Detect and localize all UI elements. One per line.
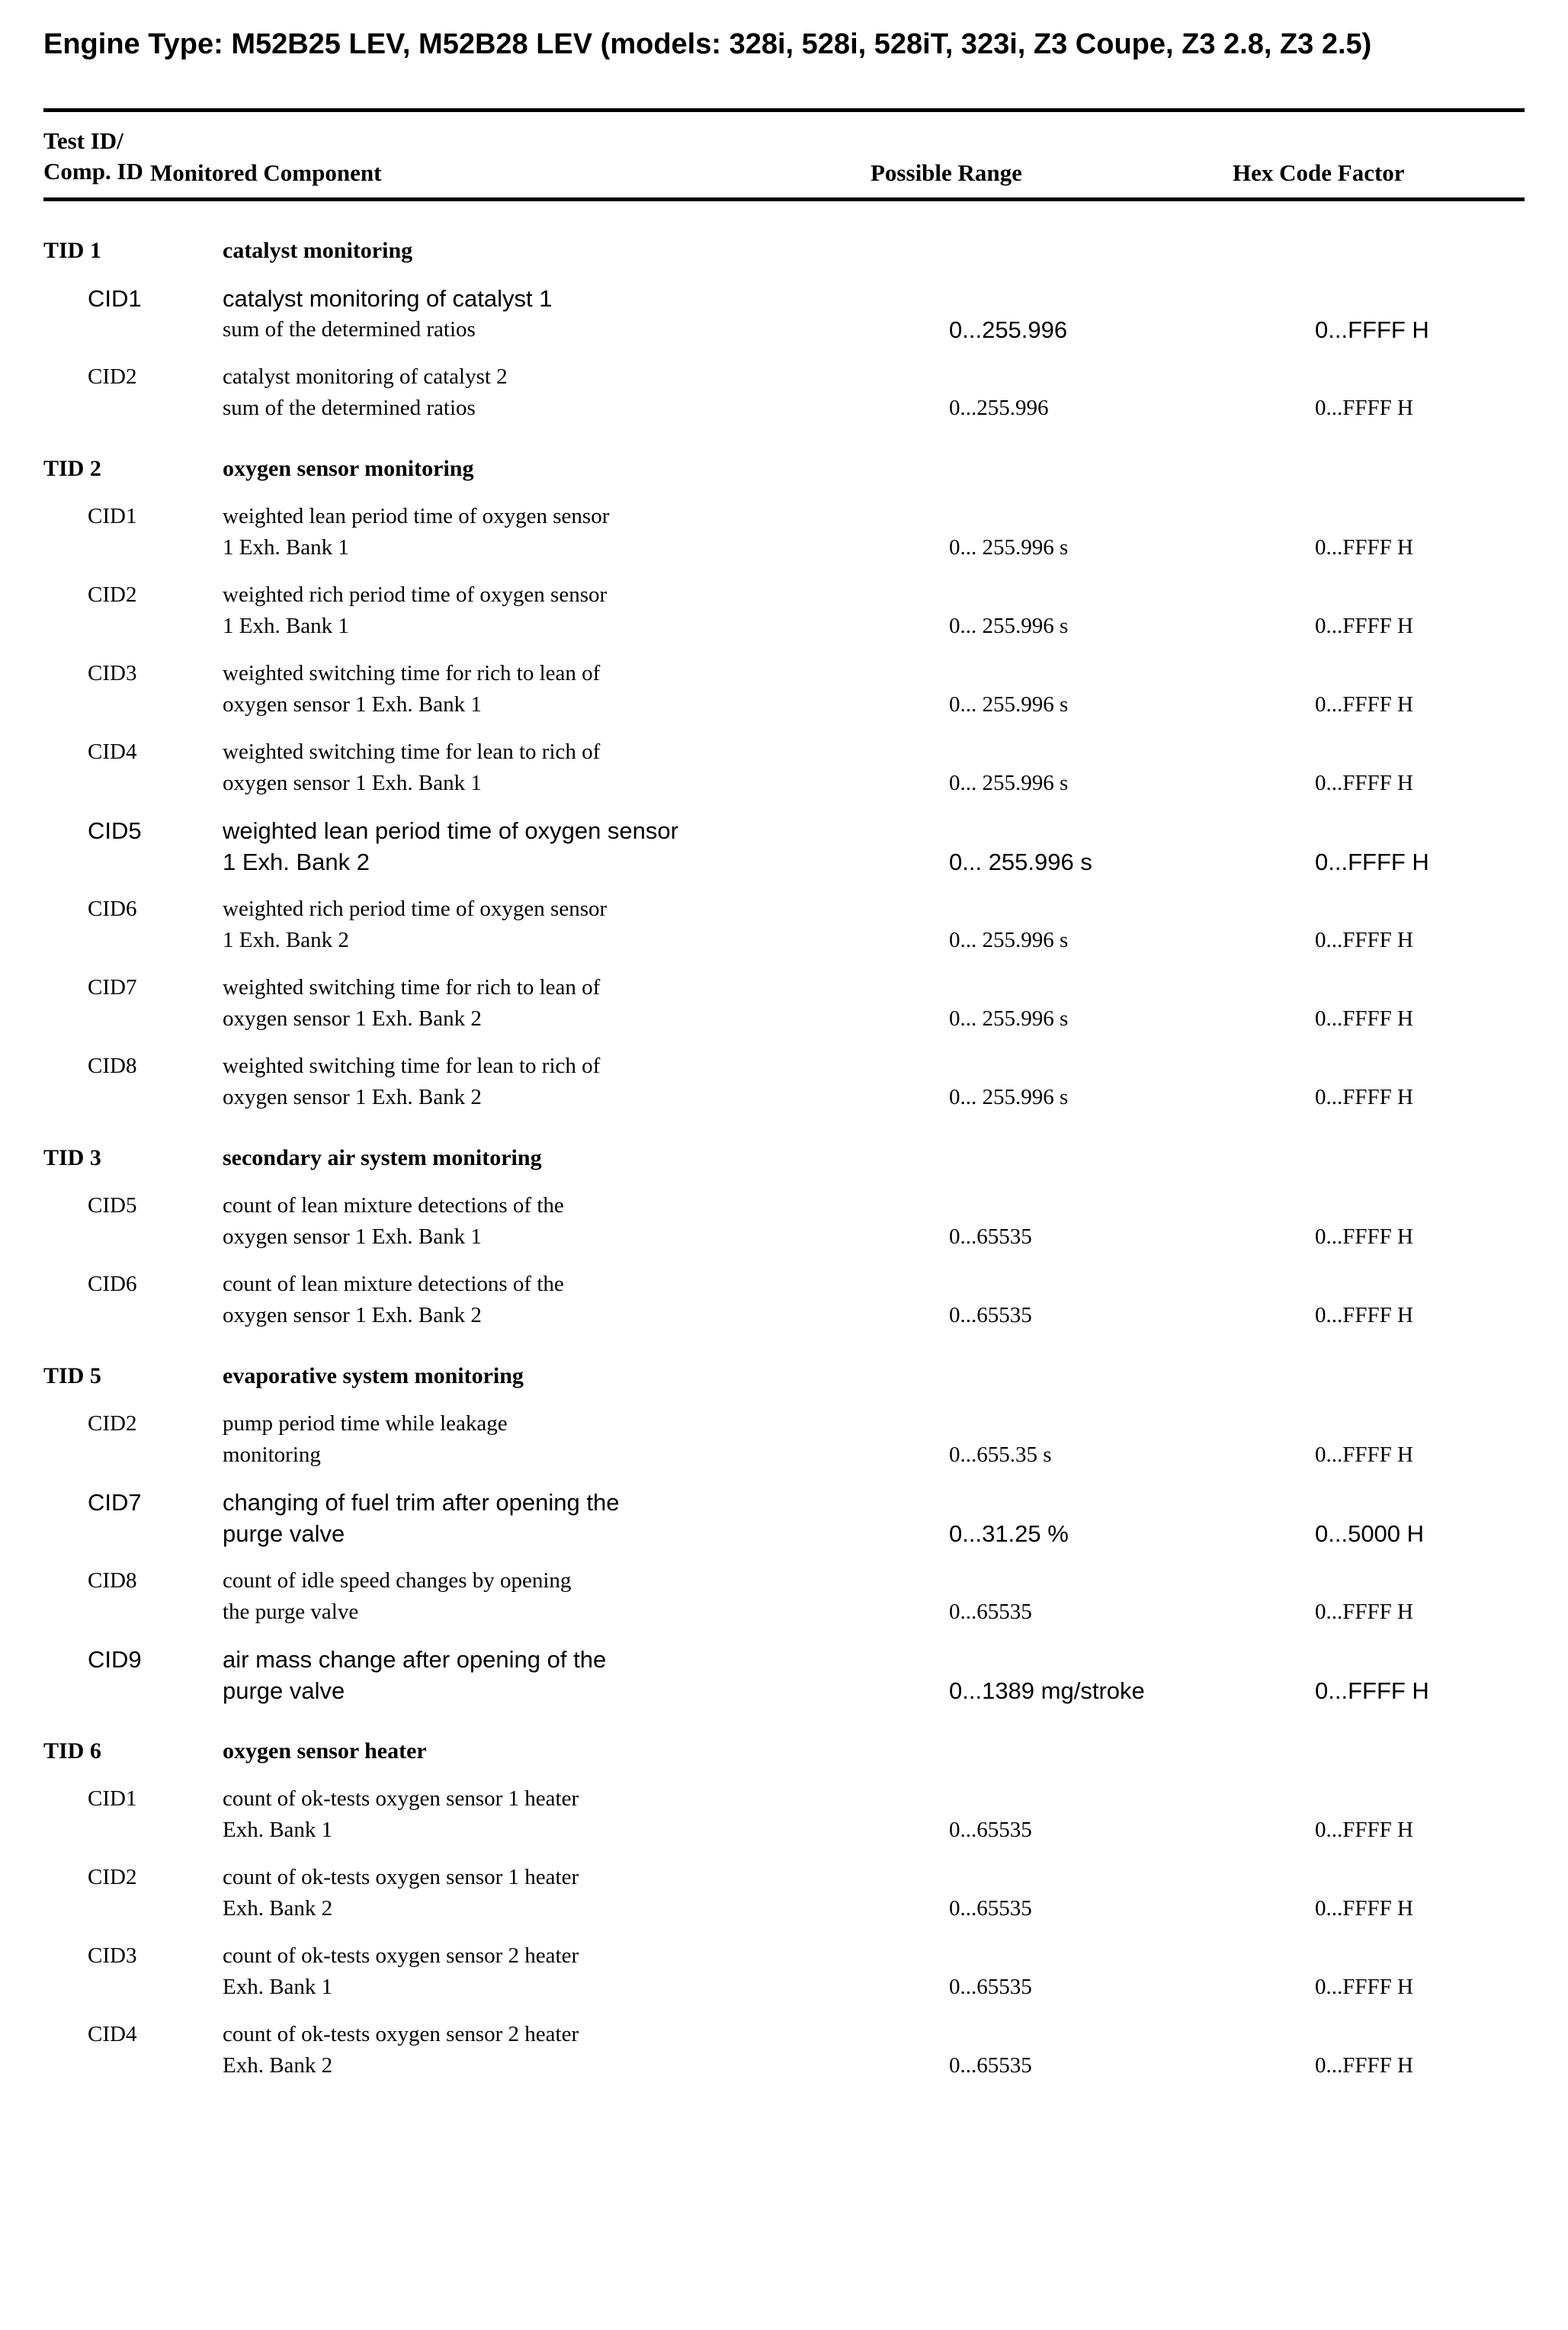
range-value: 0... 255.996 s: [949, 614, 1069, 638]
hex-value: 0...FFFF H: [1315, 1303, 1413, 1327]
component-line: Exh. Bank 1: [223, 1975, 333, 1999]
component-line: weighted switching time for lean to rich of: [223, 740, 601, 764]
cid-label: CID6: [88, 1272, 137, 1296]
component-line: 1 Exh. Bank 2: [223, 849, 370, 875]
range-value: 0... 255.996 s: [949, 771, 1069, 795]
component-line: 1 Exh. Bank 2: [223, 928, 349, 952]
cid-label: CID2: [88, 1865, 137, 1889]
range-value: 0...65535: [949, 1600, 1032, 1624]
component-line: oxygen sensor 1 Exh. Bank 1: [223, 1224, 482, 1249]
hex-value: 0...FFFF H: [1315, 1818, 1413, 1842]
component-line: sum of the determined ratios: [223, 396, 476, 420]
component-line: pump period time while leakage: [223, 1411, 508, 1436]
cid-label: CID4: [88, 740, 137, 764]
component-line: catalyst monitoring of catalyst 1: [223, 285, 553, 312]
header-monitored-component: Monitored Component: [150, 159, 382, 186]
header-comp-id-line2: Comp. ID: [43, 158, 143, 185]
range-value: 0... 255.996 s: [949, 1085, 1069, 1109]
component-line: 1 Exh. Bank 1: [223, 535, 349, 560]
hex-value: 0...FFFF H: [1315, 849, 1429, 875]
component-line: oxygen sensor 1 Exh. Bank 2: [223, 1303, 482, 1327]
cid-label: CID8: [88, 1054, 137, 1078]
section-header: [43, 1360, 1525, 1391]
tid-label: TID 1: [43, 238, 101, 263]
hex-value: 0...FFFF H: [1315, 692, 1413, 717]
component-text: [223, 1269, 949, 1331]
table-row: [43, 972, 1525, 1035]
range-value: 0... 255.996 s: [949, 535, 1069, 560]
range-value: 0...655.35 s: [949, 1443, 1052, 1467]
hex-value: 0...FFFF H: [1315, 1600, 1413, 1624]
component-line: count of lean mixture detections of the: [223, 1272, 564, 1296]
table-header: [43, 112, 1525, 197]
table-row: [43, 579, 1525, 642]
hex-value: 0...FFFF H: [1315, 1677, 1429, 1704]
header-test-id-line1: Test ID/: [43, 127, 123, 154]
cid-label: CID3: [88, 661, 137, 685]
range-value: 0... 255.996 s: [949, 849, 1092, 875]
cid-label: CID5: [88, 817, 142, 844]
cid-label: CID3: [88, 1943, 137, 1968]
table-row: [43, 361, 1525, 424]
component-text: [223, 501, 949, 563]
component-line: weighted rich period time of oxygen sensor: [223, 582, 608, 607]
section-header: [43, 453, 1525, 484]
hex-value: 0...5000 H: [1315, 1520, 1425, 1547]
table-row: [43, 1644, 1525, 1706]
hex-value: 0...FFFF H: [1315, 396, 1413, 420]
component-text: [223, 283, 949, 345]
range-value: 0...31.25 %: [949, 1520, 1069, 1547]
table-row: [43, 501, 1525, 563]
cid-label: CID1: [88, 504, 137, 528]
tid-label: TID 2: [43, 456, 101, 481]
component-line: sum of the determined ratios: [223, 317, 476, 342]
hex-value: 0...FFFF H: [1315, 1224, 1413, 1249]
tid-label: TID 6: [43, 1738, 101, 1764]
component-text: [223, 579, 949, 642]
component-text: [223, 737, 949, 799]
header-test-id: [43, 126, 143, 187]
section-title: evaporative system monitoring: [223, 1363, 524, 1388]
component-line: weighted switching time for rich to lean of: [223, 975, 601, 1000]
component-text: [223, 1565, 949, 1628]
component-line: count of lean mixture detections of the: [223, 1193, 564, 1218]
cid-label: CID1: [88, 1786, 137, 1811]
component-line: weighted lean period time of oxygen sensor: [223, 817, 678, 844]
table-row: [43, 1269, 1525, 1331]
component-line: weighted rich period time of oxygen sensor: [223, 897, 608, 921]
table-row: [43, 1862, 1525, 1924]
component-line: Exh. Bank 2: [223, 2053, 333, 2078]
section-header: [43, 235, 1525, 266]
component-text: [223, 1051, 949, 1113]
range-value: 0...1389 mg/stroke: [949, 1677, 1145, 1704]
component-text: [223, 1487, 949, 1549]
range-value: 0...65535: [949, 1818, 1032, 1842]
section-title: catalyst monitoring: [223, 238, 413, 263]
hex-value: 0...FFFF H: [1315, 1975, 1413, 1999]
range-value: 0...255.996: [949, 396, 1049, 420]
table-row: [43, 815, 1525, 878]
range-value: 0...255.996: [949, 316, 1068, 343]
component-line: oxygen sensor 1 Exh. Bank 1: [223, 771, 482, 795]
section-title: oxygen sensor monitoring: [223, 456, 474, 481]
cid-label: CID9: [88, 1646, 142, 1673]
tid-label: TID 3: [43, 1145, 101, 1170]
component-text: [223, 1862, 949, 1924]
cid-label: CID7: [88, 975, 137, 1000]
header-possible-range: Possible Range: [871, 159, 1022, 186]
component-text: [223, 658, 949, 721]
page-title: Engine Type: M52B25 LEV, M52B28 LEV (models: 328i, 528i, 528iT, 323i, Z3 Coupe, Z3 2.8, Z3 2.5): [43, 28, 1372, 60]
table-row: [43, 283, 1525, 345]
component-text: [223, 815, 949, 878]
table-row: [43, 1408, 1525, 1471]
component-text: [223, 1408, 949, 1471]
cid-label: CID5: [88, 1193, 137, 1218]
range-value: 0...65535: [949, 1224, 1032, 1249]
component-line: weighted switching time for rich to lean of: [223, 661, 601, 685]
component-line: oxygen sensor 1 Exh. Bank 1: [223, 692, 482, 717]
range-value: 0...65535: [949, 1896, 1032, 1921]
table-row: [43, 1783, 1525, 1846]
component-text: [223, 361, 949, 424]
component-line: monitoring: [223, 1443, 321, 1467]
range-value: 0...65535: [949, 1975, 1032, 1999]
cid-label: CID2: [88, 582, 137, 607]
component-text: [223, 1190, 949, 1253]
component-line: count of ok-tests oxygen sensor 2 heater: [223, 1943, 579, 1968]
table-row: [43, 1565, 1525, 1628]
cid-label: CID6: [88, 897, 137, 921]
component-line: 1 Exh. Bank 1: [223, 614, 349, 638]
cid-label: CID7: [88, 1489, 142, 1516]
cid-label: CID1: [88, 285, 142, 312]
hex-value: 0...FFFF H: [1315, 1085, 1413, 1109]
component-line: purge valve: [223, 1677, 345, 1704]
section-title: oxygen sensor heater: [223, 1738, 427, 1764]
component-text: [223, 894, 949, 956]
hex-value: 0...FFFF H: [1315, 535, 1413, 560]
cid-label: CID4: [88, 2022, 137, 2046]
component-line: weighted lean period time of oxygen sensor: [223, 504, 610, 528]
cid-label: CID2: [88, 1411, 137, 1436]
range-value: 0... 255.996 s: [949, 692, 1069, 717]
component-line: oxygen sensor 1 Exh. Bank 2: [223, 1006, 482, 1031]
component-line: count of ok-tests oxygen sensor 1 heater: [223, 1786, 579, 1811]
component-line: Exh. Bank 1: [223, 1818, 333, 1842]
range-value: 0...65535: [949, 1303, 1032, 1327]
table-body: [43, 201, 1525, 2081]
hex-value: 0...FFFF H: [1315, 928, 1413, 952]
table-row: [43, 1051, 1525, 1113]
hex-value: 0...FFFF H: [1315, 2053, 1413, 2078]
hex-value: 0...FFFF H: [1315, 614, 1413, 638]
component-line: purge valve: [223, 1520, 345, 1547]
tid-label: TID 5: [43, 1363, 101, 1388]
component-text: [223, 972, 949, 1035]
hex-value: 0...FFFF H: [1315, 1443, 1413, 1467]
table-row: [43, 658, 1525, 721]
cid-label: CID2: [88, 364, 137, 389]
table-row: [43, 2019, 1525, 2081]
component-text: [223, 1783, 949, 1846]
table-row: [43, 1190, 1525, 1253]
header-hex-code-factor: Hex Code Factor: [1233, 159, 1405, 186]
table-row: [43, 894, 1525, 956]
table-row: [43, 1940, 1525, 2003]
component-line: the purge valve: [223, 1600, 359, 1624]
component-line: air mass change after opening of the: [223, 1646, 607, 1673]
range-value: 0... 255.996 s: [949, 1006, 1069, 1031]
cid-label: CID8: [88, 1568, 137, 1593]
section-title: secondary air system monitoring: [223, 1145, 542, 1170]
component-line: catalyst monitoring of catalyst 2: [223, 364, 508, 389]
section-header: [43, 1142, 1525, 1173]
hex-value: 0...FFFF H: [1315, 1006, 1413, 1031]
component-line: count of ok-tests oxygen sensor 2 heater: [223, 2022, 579, 2046]
component-line: count of idle speed changes by opening: [223, 1568, 572, 1593]
hex-value: 0...FFFF H: [1315, 771, 1413, 795]
component-line: changing of fuel trim after opening the: [223, 1489, 620, 1516]
range-value: 0...65535: [949, 2053, 1032, 2078]
section-header: [43, 1735, 1525, 1767]
hex-value: 0...FFFF H: [1315, 316, 1429, 343]
component-text: [223, 1940, 949, 2003]
table-row: [43, 1487, 1525, 1549]
component-text: [223, 2019, 949, 2081]
hex-value: 0...FFFF H: [1315, 1896, 1413, 1921]
component-line: Exh. Bank 2: [223, 1896, 333, 1921]
component-line: weighted switching time for lean to rich of: [223, 1054, 601, 1078]
range-value: 0... 255.996 s: [949, 928, 1069, 952]
component-text: [223, 1644, 949, 1706]
table-row: [43, 737, 1525, 799]
component-line: count of ok-tests oxygen sensor 1 heater: [223, 1865, 579, 1889]
component-line: oxygen sensor 1 Exh. Bank 2: [223, 1085, 482, 1109]
